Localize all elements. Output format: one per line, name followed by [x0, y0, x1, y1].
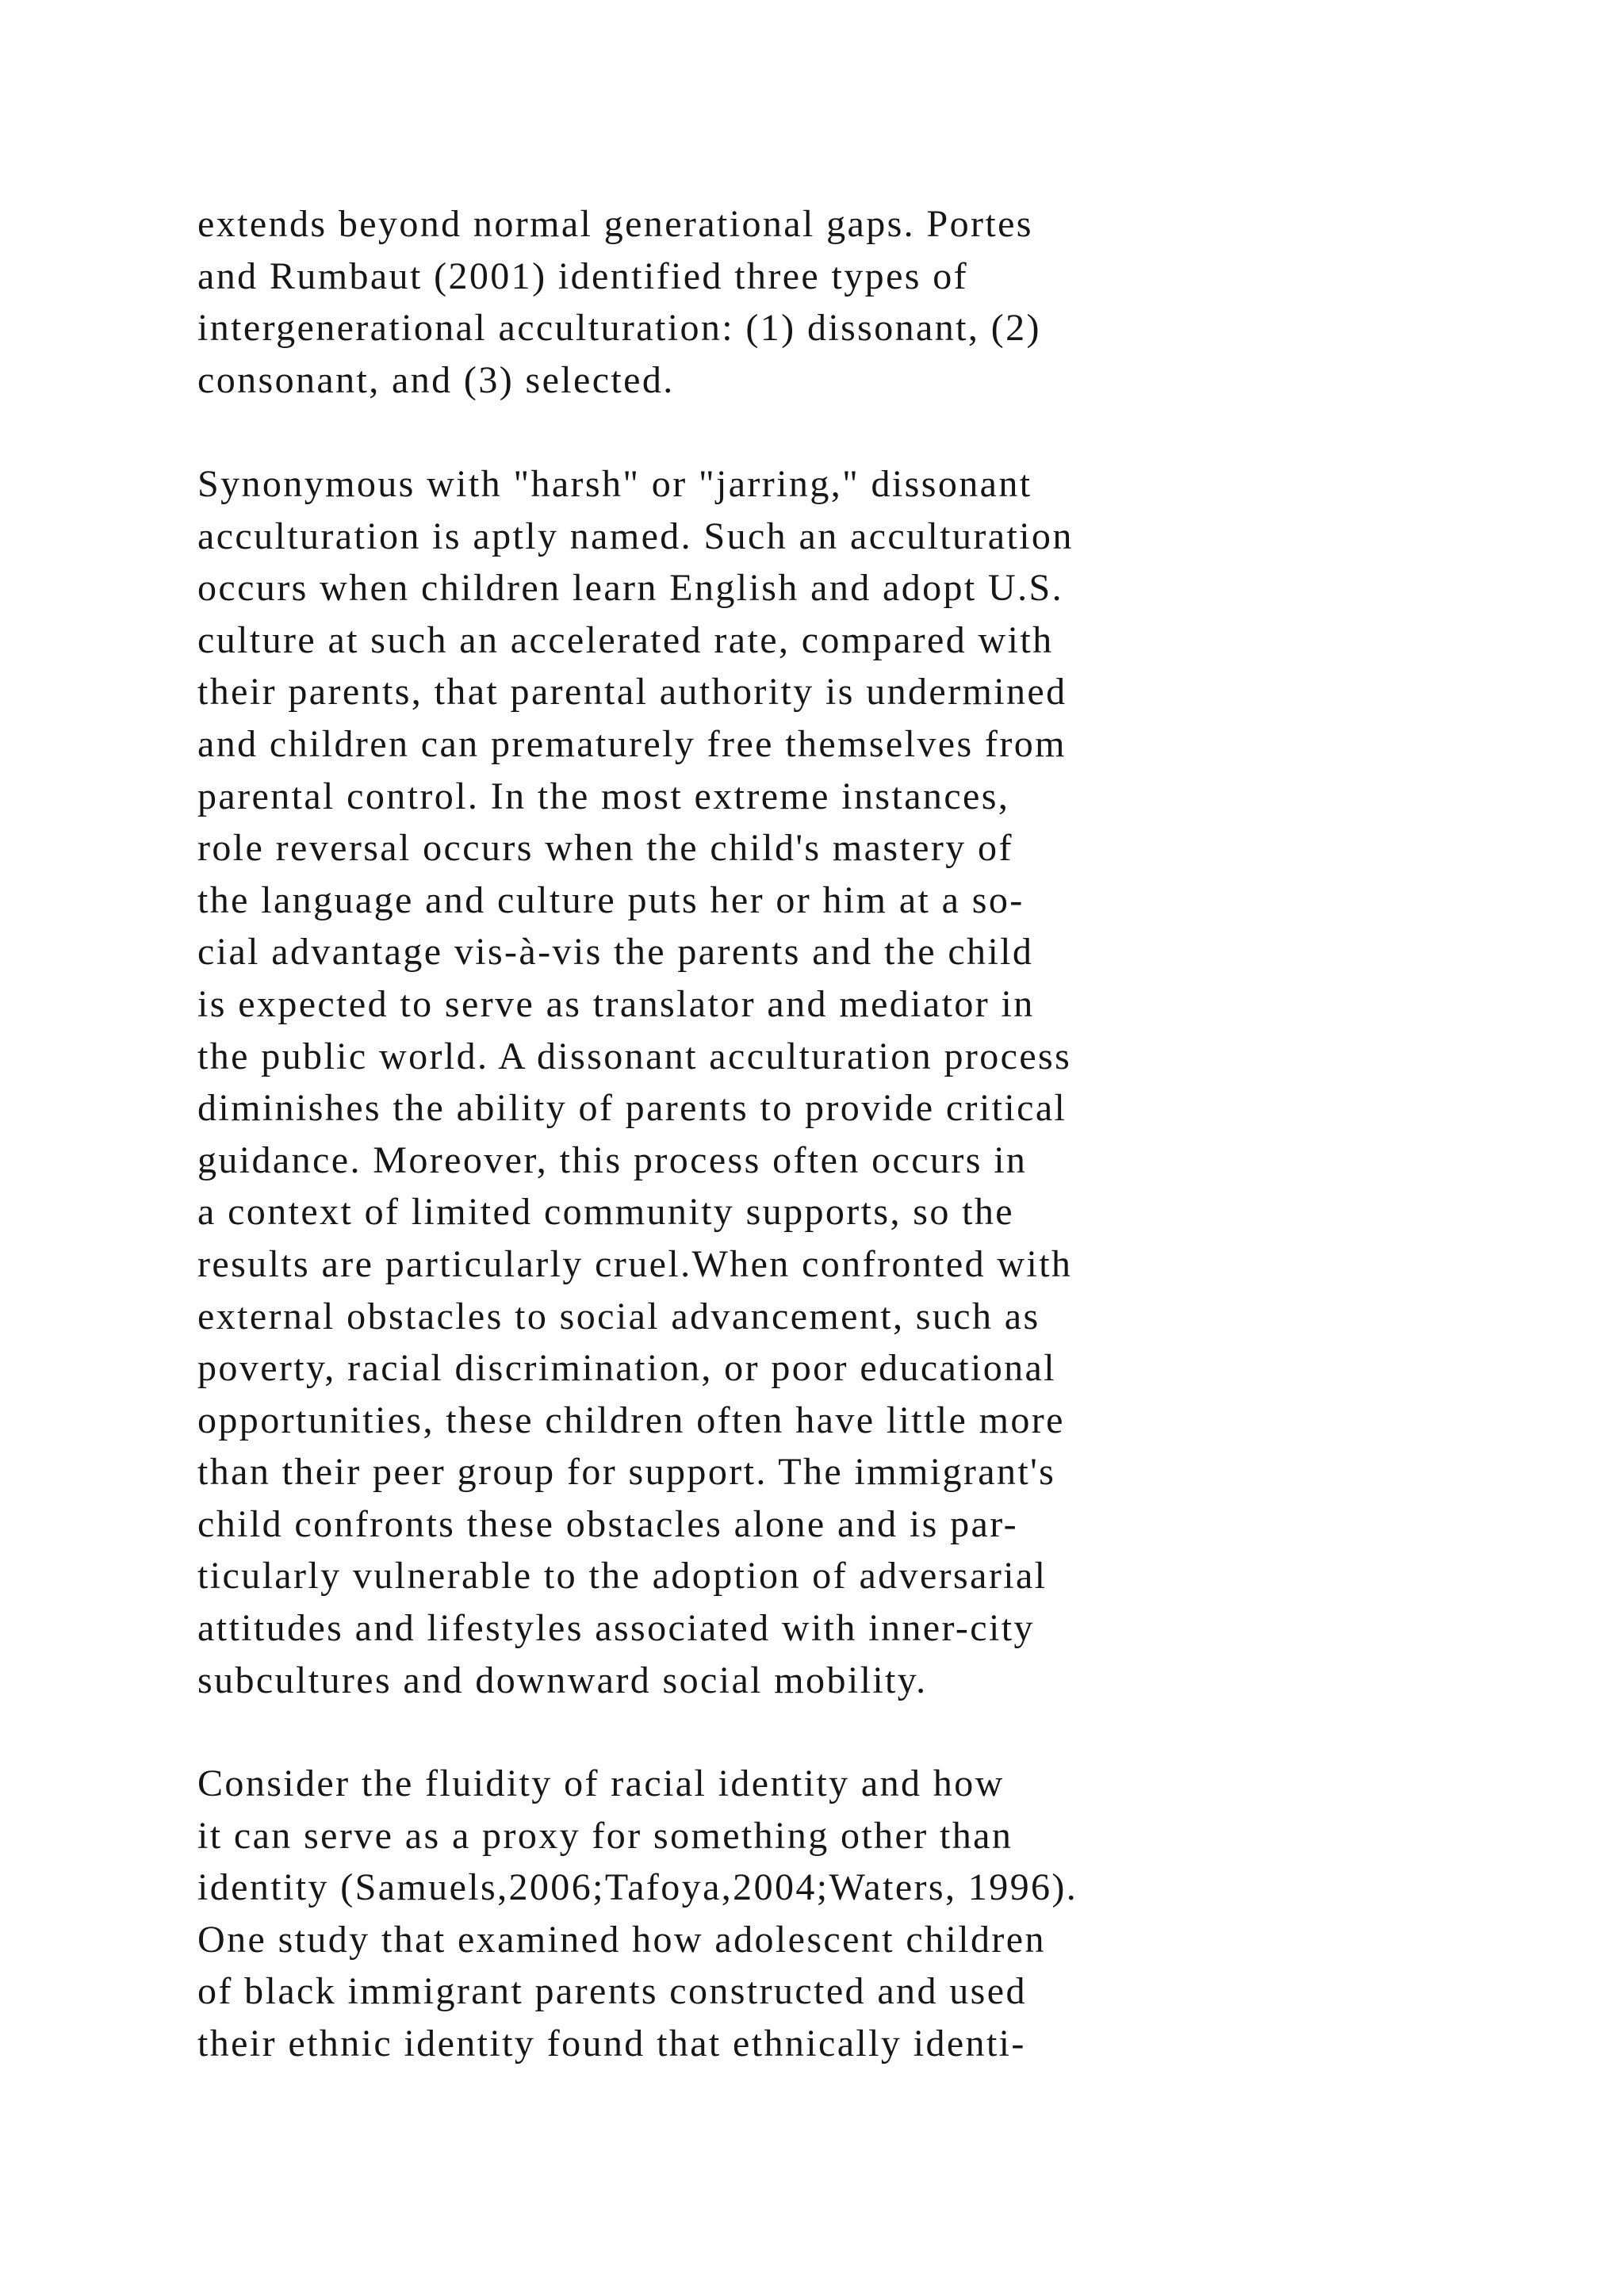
paragraph-racial-identity [197, 1758, 1593, 2070]
text-line: is expected to serve as translator and mediator in [197, 982, 1035, 1025]
text-line: culture at such an accelerated rate, compared with [197, 618, 1054, 661]
text-line: One study that examined how adolescent children [197, 1918, 1046, 1961]
text-line: it can serve as a proxy for something other than [197, 1814, 1013, 1857]
text-line: and Rumbaut (2001) identified three types of [197, 254, 969, 297]
text-line: cial advantage vis-à-vis the parents and the child [197, 931, 1034, 974]
text-line: ticularly vulnerable to the adoption of adversarial [197, 1555, 1048, 1598]
text-line: subcultures and downward social mobility. [197, 1659, 928, 1701]
text-line: consonant, and (3) selected. [197, 358, 675, 401]
paragraph-acculturation-types [197, 198, 1593, 406]
text-line: poverty, racial discrimination, or poor educational [197, 1347, 1056, 1390]
text-line: role reversal occurs when the child's mastery of [197, 827, 1013, 870]
text-line: results are particularly cruel.When confronted with [197, 1242, 1073, 1285]
text-line: attitudes and lifestyles associated with inner-city [197, 1607, 1035, 1650]
text-line: occurs when children learn English and adopt U.S. [197, 567, 1064, 610]
text-line: their ethnic identity found that ethnically identi- [197, 2022, 1026, 2064]
text-line: extends beyond normal generational gaps. Portes [197, 203, 1033, 245]
text-line: intergenerational acculturation: (1) dissonant, (2) [197, 307, 1041, 350]
text-line: the public world. A dissonant acculturation process [197, 1035, 1072, 1077]
text-line: parental control. In the most extreme instances, [197, 775, 1010, 817]
text-line: guidance. Moreover, this process often occurs in [197, 1138, 1028, 1181]
text-line: the language and culture puts her or him at a so- [197, 878, 1025, 921]
text-line: external obstacles to social advancement, such as [197, 1295, 1040, 1337]
text-line: their parents, that parental authority is undermined [197, 671, 1067, 714]
paragraph-dissonant-acculturation [197, 458, 1593, 1706]
text-line: than their peer group for support. The immigrant's [197, 1451, 1056, 1494]
text-line: Synonymous with "harsh" or "jarring," dissonant [197, 463, 1032, 505]
text-line: acculturation is aptly named. Such an acculturation [197, 515, 1074, 557]
text-line: child confronts these obstacles alone and is par- [197, 1502, 1019, 1545]
text-line: opportunities, these children often have little more [197, 1399, 1065, 1441]
text-line: and children can prematurely free themselves from [197, 722, 1067, 765]
text-line: identity (Samuels,2006;Tafoya,2004;Waters, 1996). [197, 1866, 1078, 1909]
text-line: of black immigrant parents constructed and used [197, 1970, 1027, 2013]
text-line: Consider the fluidity of racial identity and how [197, 1762, 1005, 1804]
text-line: diminishes the ability of parents to provide critical [197, 1087, 1067, 1130]
text-line: a context of limited community supports, so the [197, 1191, 1015, 1234]
